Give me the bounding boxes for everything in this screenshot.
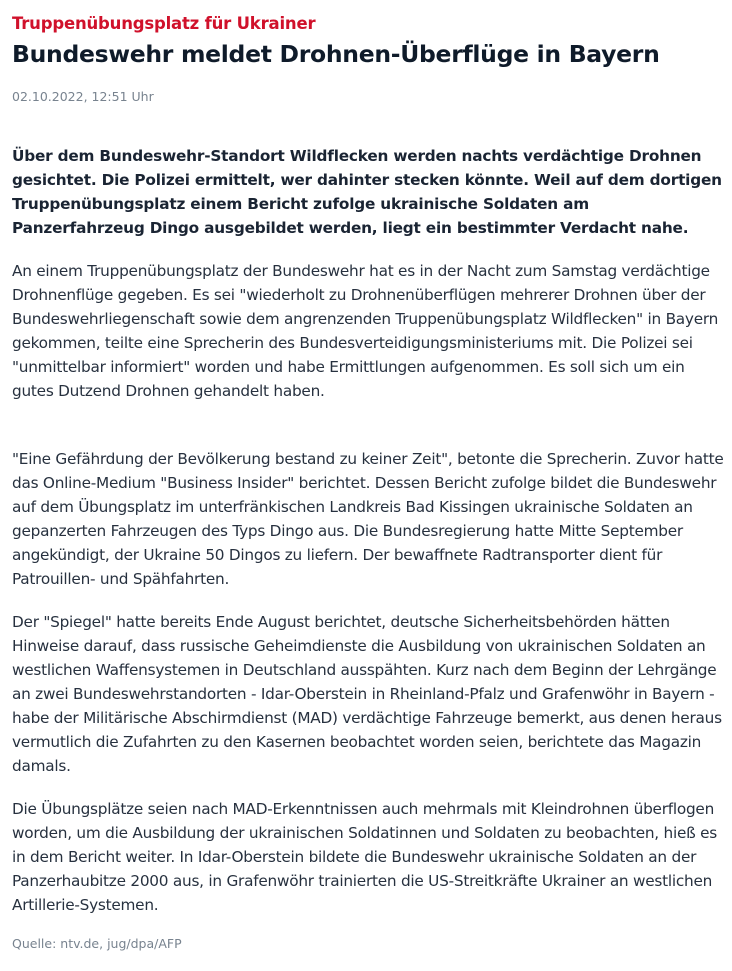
article-paragraph: "Eine Gefährdung der Bevölkerung bestand zu keiner Zeit", betonte die Sprecherin. Zuvor hatte das Online-Medium "Business Insider" berichtet. Dessen Bericht zufolge bildet die Bundeswehr auf dem Übungsplatz im unterfränkischen Landkreis Bad Kissingen ukrainische Soldaten an gepanzerten Fahrzeugen des Typs Dingo aus. Die Bundesregierung hatte Mitte September angekündigt, der Ukraine 50 Dingos zu liefern. Der bewaffnete Radtransporter dient für Patrouillen- und Spähfahrten. (12, 450, 724, 588)
article-lead: Über dem Bundeswehr-Standort Wildflecken werden nachts verdächtige Drohnen gesichtet. Die Polizei ermittelt, wer dahinter stecken könnte. Weil auf dem dortigen Truppenübungsplatz einem Bericht zufolge ukrainische Soldaten am Panzerfahrzeug Dingo ausgebildet werden, liegt ein bestimmter Verdacht nahe. (12, 147, 722, 237)
article-paragraph: An einem Truppenübungsplatz der Bundeswehr hat es in der Nacht zum Samstag verdächtige Drohnenflüge gegeben. Es sei "wiederholt zu Drohnenüberflügen mehrerer Drohnen über der Bundeswehrliegenschaft sowie dem angrenzenden Truppenübungsplatz Wildflecken" in Bayern gekommen, teilte eine Sprecherin des Bundesverteidigungsministeriums mit. Die Polizei sei "unmittelbar informiert" worden und habe Ermittlungen aufgenommen. Es soll sich um ein gutes Dutzend Drohnen gehandelt haben. (12, 262, 719, 400)
article-date: 02.10.2022, 12:51 Uhr (12, 89, 154, 104)
article-paragraph: Die Übungsplätze seien nach MAD-Erkenntnissen auch mehrmals mit Kleindrohnen überflogen worden, um die Ausbildung der ukrainischen Soldatinnen und Soldaten zu beobachten, hieß es in dem Bericht weiter. In Idar-Oberstein bildete die Bundeswehr ukrainische Soldaten an der Panzerhaubitze 2000 aus, in Grafenwöhr trainierten die US-Streitkräfte Ukrainer an westlichen Artillerie-Systemen. (12, 800, 718, 914)
article-source: Quelle: ntv.de, jug/dpa/AFP (12, 936, 182, 951)
article-kicker: Truppenübungsplatz für Ukrainer (12, 14, 316, 33)
article-headline: Bundeswehr meldet Drohnen-Überflüge in Bayern (12, 40, 660, 68)
article-paragraph: Der "Spiegel" hatte bereits Ende August berichtet, deutsche Sicherheitsbehörden hätten Hinweise darauf, dass russische Geheimdienste die Ausbildung von ukrainischen Soldaten an westlichen Waffensystemen in Deutschland ausspähten. Kurz nach dem Beginn der Lehrgänge an zwei Bundeswehrstandorten - Idar-Oberstein in Rheinland-Pfalz und Grafenwöhr in Bayern - habe der Militärische Abschirmdienst (MAD) verdächtige Fahrzeuge bemerkt, aus denen heraus vermutlich die Zufahrten zu den Kasernen beobachtet worden seien, berichtete das Magazin damals. (12, 613, 722, 775)
